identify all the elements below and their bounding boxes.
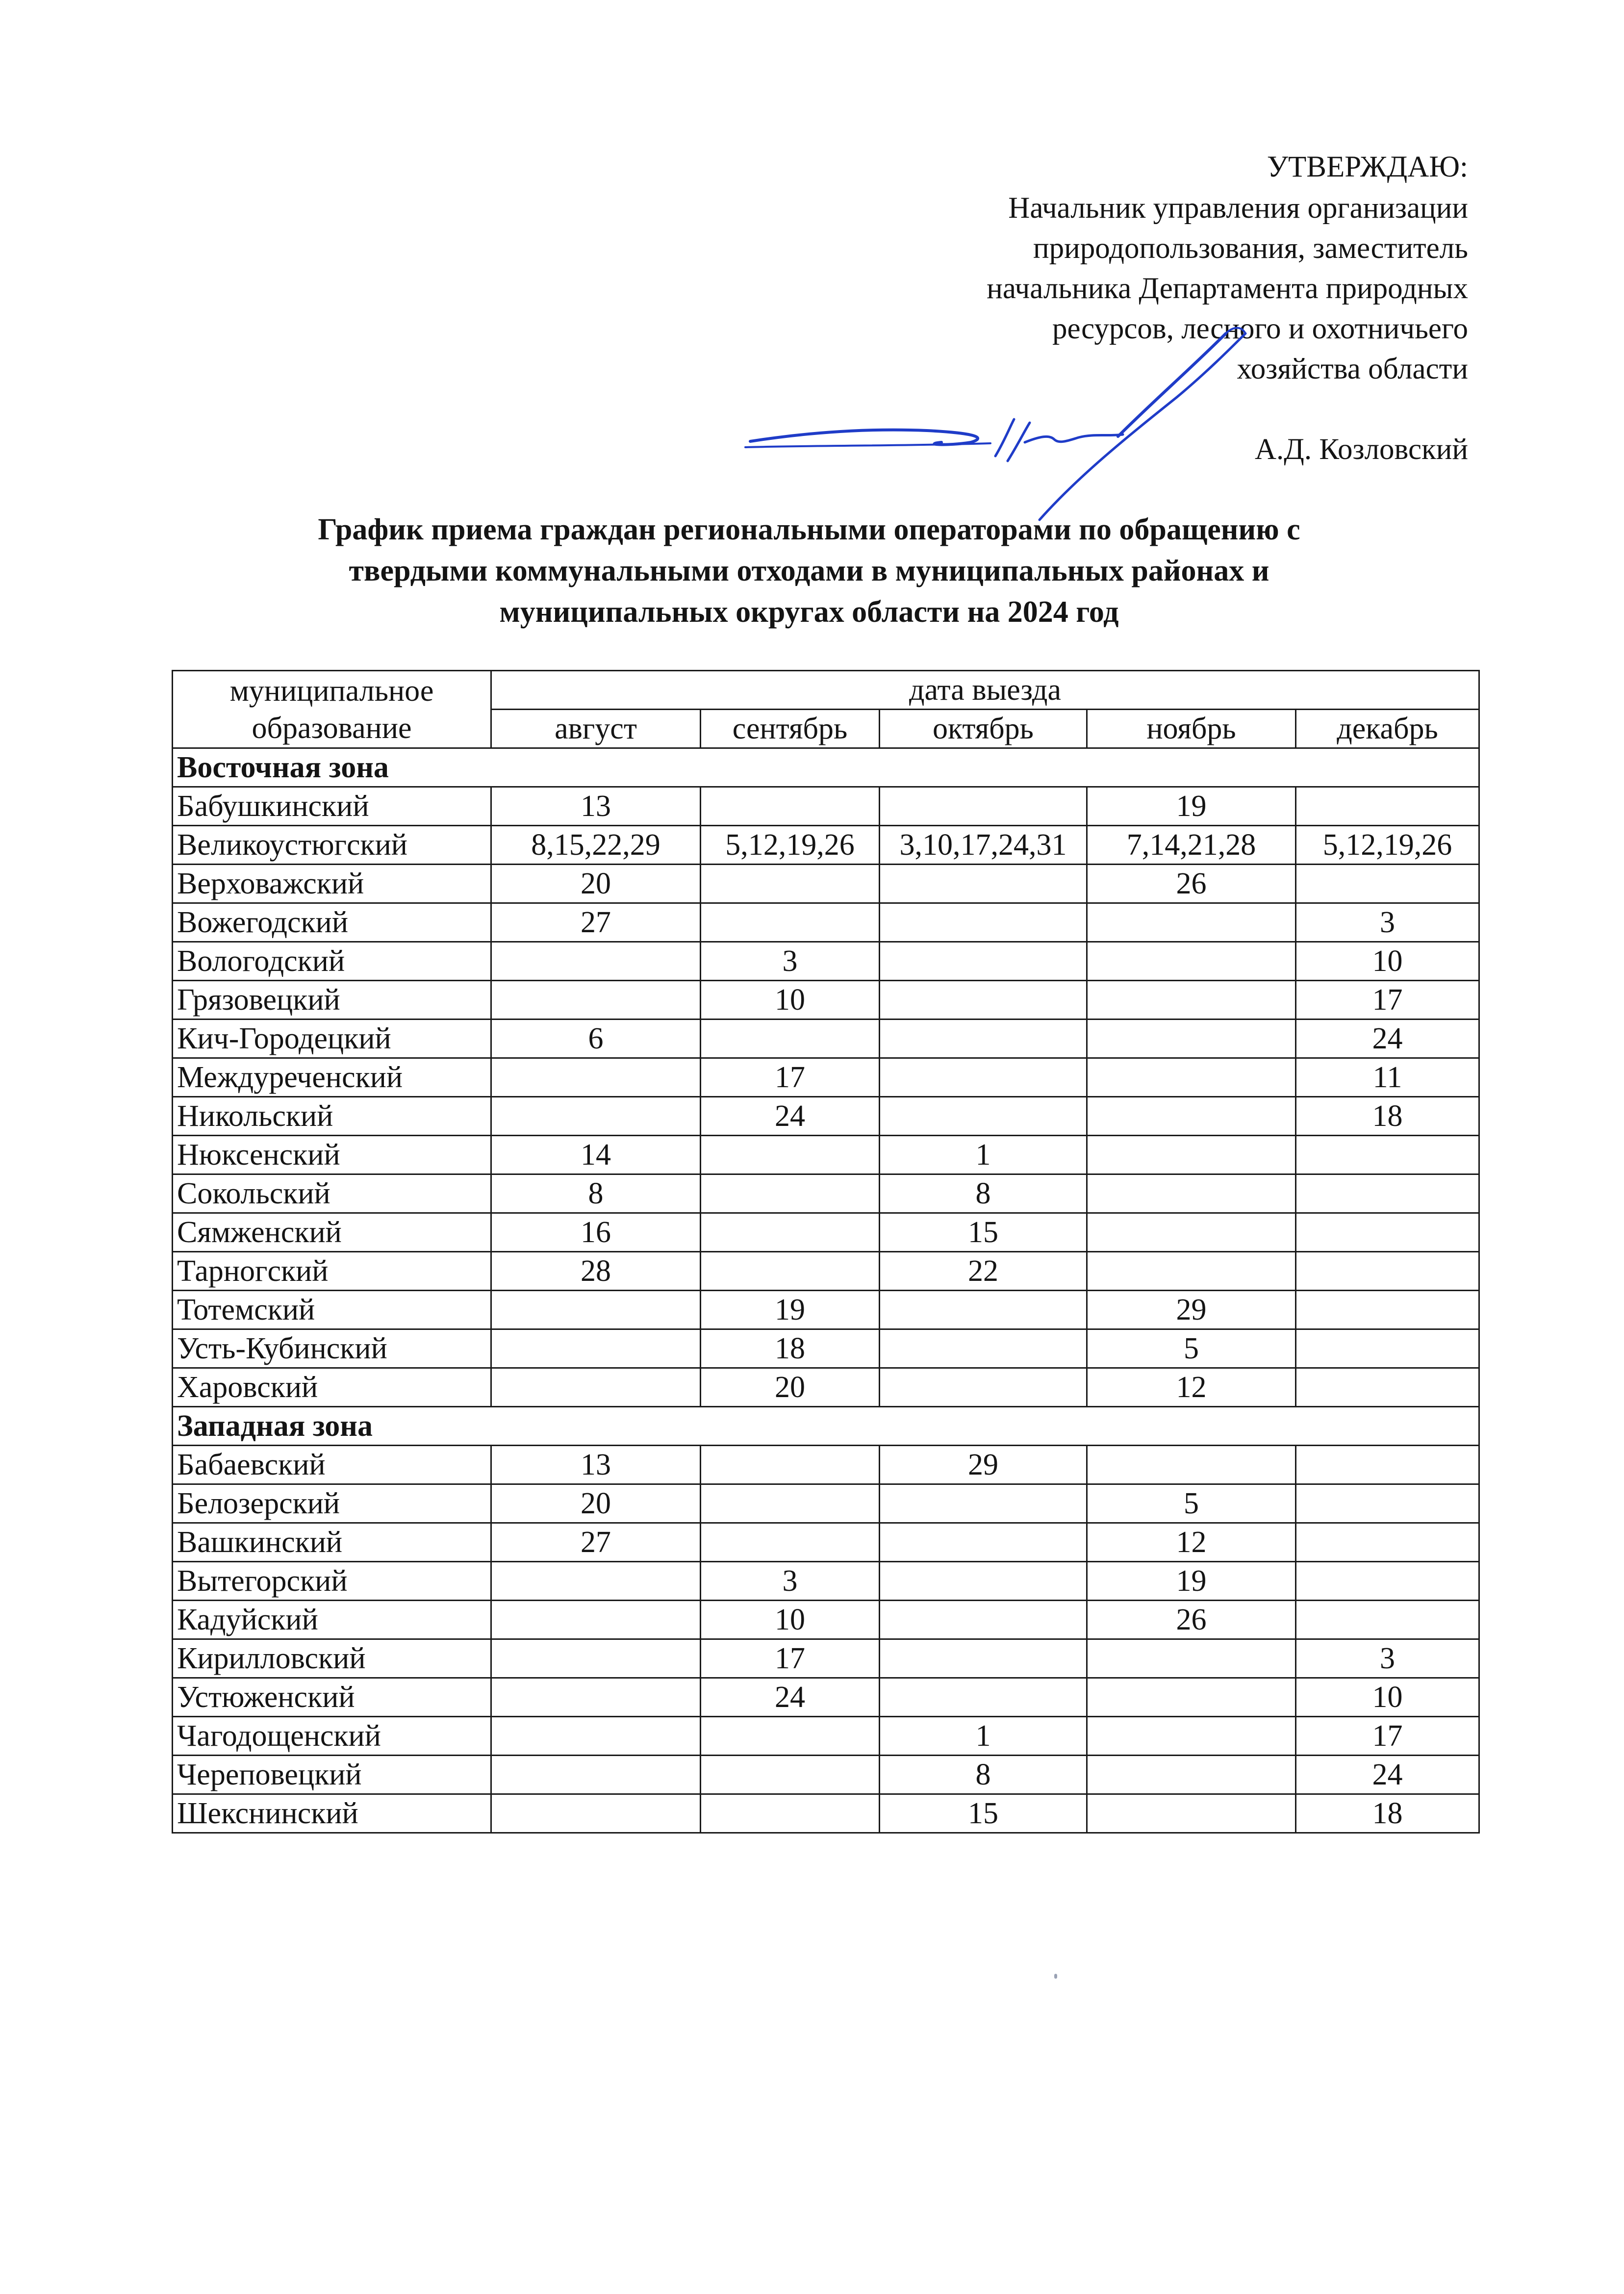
date-cell — [701, 1756, 880, 1794]
date-cell — [1087, 1174, 1296, 1213]
date-cell — [491, 1562, 701, 1601]
date-cell — [1087, 1756, 1296, 1794]
municipality-name: Тотемский — [173, 1291, 491, 1329]
table-row — [173, 787, 1479, 826]
date-cell — [491, 1601, 701, 1639]
approval-heading: УТВЕРЖДАЮ: — [1267, 151, 1468, 183]
date-cell: 18 — [701, 1329, 880, 1368]
date-cell: 13 — [491, 787, 701, 826]
municipality-name: Сокольский — [173, 1174, 491, 1213]
date-cell — [880, 1523, 1087, 1562]
date-cell: 1 — [880, 1136, 1087, 1174]
table-row — [173, 865, 1479, 903]
municipality-name: Вашкинский — [173, 1523, 491, 1562]
title-line: График приема граждан региональными операторами по обращению с — [318, 513, 1300, 546]
date-cell: 8 — [491, 1174, 701, 1213]
date-cell — [1296, 787, 1479, 826]
date-cell — [491, 1058, 701, 1097]
date-cell — [701, 787, 880, 826]
table-row — [173, 1058, 1479, 1097]
date-cell: 17 — [1296, 981, 1479, 1020]
scan-speck — [1054, 1974, 1057, 1979]
date-cell — [1296, 1523, 1479, 1562]
municipality-name: Кич-Городецкий — [173, 1020, 491, 1058]
date-cell — [880, 981, 1087, 1020]
table-row — [173, 1097, 1479, 1136]
municipality-name: Усть-Кубинский — [173, 1329, 491, 1368]
municipality-name: Устюженский — [173, 1678, 491, 1717]
date-cell — [1296, 1562, 1479, 1601]
date-cell: 27 — [491, 903, 701, 942]
date-cell — [880, 1058, 1087, 1097]
date-cell — [701, 865, 880, 903]
date-cell — [1296, 1368, 1479, 1407]
date-cell — [1296, 1329, 1479, 1368]
date-group-header: дата выезда — [491, 671, 1479, 710]
date-cell: 19 — [1087, 1562, 1296, 1601]
table-row — [173, 1291, 1479, 1329]
date-cell: 20 — [491, 865, 701, 903]
municipality-name: Междуреченский — [173, 1058, 491, 1097]
table-row — [173, 1523, 1479, 1562]
table-row — [173, 1446, 1479, 1484]
date-cell: 20 — [491, 1484, 701, 1523]
date-cell — [880, 942, 1087, 981]
municipality-name: Грязовецкий — [173, 981, 491, 1020]
date-cell: 24 — [1296, 1756, 1479, 1794]
table-row — [173, 1794, 1479, 1833]
approval-position-line: ресурсов, лесного и охотничьего — [1052, 312, 1468, 345]
date-cell: 15 — [880, 1213, 1087, 1252]
date-cell — [701, 1174, 880, 1213]
table-row — [173, 1484, 1479, 1523]
date-cell — [491, 1291, 701, 1329]
date-cell: 19 — [701, 1291, 880, 1329]
municipality-name: Бабушкинский — [173, 787, 491, 826]
date-cell: 8 — [880, 1756, 1087, 1794]
date-cell: 3,10,17,24,31 — [880, 826, 1087, 865]
date-cell: 20 — [701, 1368, 880, 1407]
date-cell: 19 — [1087, 787, 1296, 826]
date-cell — [491, 1097, 701, 1136]
table-row — [173, 1020, 1479, 1058]
date-cell: 12 — [1087, 1368, 1296, 1407]
table-row — [173, 981, 1479, 1020]
month-header: октябрь — [880, 710, 1087, 748]
table-row — [173, 1252, 1479, 1291]
table-row — [173, 1368, 1479, 1407]
date-cell — [1087, 1020, 1296, 1058]
date-cell: 24 — [1296, 1020, 1479, 1058]
date-cell — [880, 1484, 1087, 1523]
municipality-name: Вытегорский — [173, 1562, 491, 1601]
date-cell: 24 — [701, 1678, 880, 1717]
date-cell: 15 — [880, 1794, 1087, 1833]
date-cell — [880, 1291, 1087, 1329]
date-cell — [1087, 1794, 1296, 1833]
date-cell: 16 — [491, 1213, 701, 1252]
date-cell — [701, 1020, 880, 1058]
table-row — [173, 903, 1479, 942]
table-header-row — [173, 671, 1479, 710]
date-cell — [880, 1097, 1087, 1136]
date-cell: 8 — [880, 1174, 1087, 1213]
municipality-name: Белозерский — [173, 1484, 491, 1523]
date-cell — [491, 1794, 701, 1833]
municipality-name: Тарногский — [173, 1252, 491, 1291]
date-cell: 17 — [1296, 1717, 1479, 1756]
date-cell — [491, 1368, 701, 1407]
month-header: ноябрь — [1087, 710, 1296, 748]
table-row — [173, 1601, 1479, 1639]
date-cell: 10 — [1296, 942, 1479, 981]
municipality-name: Бабаевский — [173, 1446, 491, 1484]
title-line: твердыми коммунальными отходами в муниципальных районах и — [349, 554, 1269, 587]
date-cell — [1087, 942, 1296, 981]
table-row — [173, 1639, 1479, 1678]
municipality-name: Кадуйский — [173, 1601, 491, 1639]
date-cell — [1296, 1484, 1479, 1523]
date-cell — [1087, 981, 1296, 1020]
date-cell: 3 — [1296, 1639, 1479, 1678]
date-cell — [880, 1601, 1087, 1639]
municipality-name: Чагодощенский — [173, 1717, 491, 1756]
date-cell — [701, 1252, 880, 1291]
date-cell — [880, 1678, 1087, 1717]
date-cell — [701, 1446, 880, 1484]
date-cell — [880, 865, 1087, 903]
table-row — [173, 942, 1479, 981]
zone-heading: Западная зона — [173, 1407, 1479, 1446]
date-cell: 3 — [701, 942, 880, 981]
municipality-name: Сямженский — [173, 1213, 491, 1252]
date-cell — [1296, 1291, 1479, 1329]
date-cell: 27 — [491, 1523, 701, 1562]
date-cell: 5,12,19,26 — [701, 826, 880, 865]
date-cell — [701, 1523, 880, 1562]
municipality-name: Череповецкий — [173, 1756, 491, 1794]
month-header: декабрь — [1296, 710, 1479, 748]
date-cell: 14 — [491, 1136, 701, 1174]
date-cell: 10 — [701, 1601, 880, 1639]
date-cell — [491, 981, 701, 1020]
date-cell — [1296, 1213, 1479, 1252]
zone-row — [173, 748, 1479, 787]
date-cell — [880, 1368, 1087, 1407]
schedule-table — [172, 670, 1480, 1834]
approval-position-line: начальника Департамента природных — [987, 272, 1468, 305]
date-cell — [701, 1794, 880, 1833]
date-cell — [880, 1639, 1087, 1678]
table-row — [173, 1213, 1479, 1252]
municipality-name: Шекснинский — [173, 1794, 491, 1833]
zone-row — [173, 1407, 1479, 1446]
date-cell — [1296, 1446, 1479, 1484]
municipality-name: Вожегодский — [173, 903, 491, 942]
table-row — [173, 1562, 1479, 1601]
date-cell — [701, 1484, 880, 1523]
document-title — [196, 509, 1422, 633]
date-cell — [880, 787, 1087, 826]
date-cell: 13 — [491, 1446, 701, 1484]
date-cell: 5 — [1087, 1329, 1296, 1368]
title-line: муниципальных округах области на 2024 год — [499, 595, 1119, 629]
municipality-name: Нюксенский — [173, 1136, 491, 1174]
date-cell — [491, 1329, 701, 1368]
date-cell — [1087, 1639, 1296, 1678]
date-cell — [880, 903, 1087, 942]
date-cell — [880, 1562, 1087, 1601]
table-row — [173, 1136, 1479, 1174]
date-cell: 12 — [1087, 1523, 1296, 1562]
date-cell: 7,14,21,28 — [1087, 826, 1296, 865]
date-cell: 26 — [1087, 865, 1296, 903]
date-cell — [1296, 1252, 1479, 1291]
date-cell: 10 — [701, 981, 880, 1020]
date-cell: 24 — [701, 1097, 880, 1136]
date-cell: 29 — [880, 1446, 1087, 1484]
approval-signer: А.Д. Козловский — [1254, 433, 1468, 466]
date-cell: 5 — [1087, 1484, 1296, 1523]
date-cell — [491, 1717, 701, 1756]
approval-position-line: Начальник управления организации — [1008, 192, 1468, 225]
municipality-name: Вологодский — [173, 942, 491, 981]
date-cell — [1296, 1136, 1479, 1174]
municipality-name: Верховажский — [173, 865, 491, 903]
date-cell: 3 — [1296, 903, 1479, 942]
date-cell: 1 — [880, 1717, 1087, 1756]
date-cell — [491, 1678, 701, 1717]
date-cell: 8,15,22,29 — [491, 826, 701, 865]
date-cell — [701, 1136, 880, 1174]
date-cell — [1087, 1097, 1296, 1136]
approval-position-line: хозяйства области — [1237, 353, 1468, 385]
date-cell: 11 — [1296, 1058, 1479, 1097]
date-cell: 6 — [491, 1020, 701, 1058]
municipality-name: Великоустюгский — [173, 826, 491, 865]
date-cell — [701, 1213, 880, 1252]
date-cell — [1296, 1174, 1479, 1213]
municipality-name: Харовский — [173, 1368, 491, 1407]
schedule-body — [173, 748, 1479, 1833]
date-cell — [1087, 1213, 1296, 1252]
date-cell — [1087, 1252, 1296, 1291]
date-cell — [1296, 1601, 1479, 1639]
date-cell — [1087, 1446, 1296, 1484]
approval-position-line: природопользования, заместитель — [1033, 232, 1468, 265]
month-header: сентябрь — [701, 710, 880, 748]
municipality-name: Никольский — [173, 1097, 491, 1136]
table-row — [173, 1174, 1479, 1213]
date-cell — [880, 1020, 1087, 1058]
date-cell — [1087, 903, 1296, 942]
municipality-name: Кирилловский — [173, 1639, 491, 1678]
date-cell: 5,12,19,26 — [1296, 826, 1479, 865]
date-cell: 18 — [1296, 1794, 1479, 1833]
date-cell: 28 — [491, 1252, 701, 1291]
date-cell — [491, 942, 701, 981]
month-header: август — [491, 710, 701, 748]
table-row — [173, 1756, 1479, 1794]
zone-heading: Восточная зона — [173, 748, 1479, 787]
date-cell: 10 — [1296, 1678, 1479, 1717]
date-cell: 22 — [880, 1252, 1087, 1291]
date-cell: 29 — [1087, 1291, 1296, 1329]
date-cell: 17 — [701, 1058, 880, 1097]
date-cell — [491, 1756, 701, 1794]
date-cell — [1087, 1136, 1296, 1174]
date-cell: 26 — [1087, 1601, 1296, 1639]
date-cell — [880, 1329, 1087, 1368]
date-cell: 17 — [701, 1639, 880, 1678]
table-row — [173, 1329, 1479, 1368]
date-cell — [1087, 1717, 1296, 1756]
table-row — [173, 1678, 1479, 1717]
table-row — [173, 826, 1479, 865]
date-cell — [701, 903, 880, 942]
date-cell — [1296, 865, 1479, 903]
municipality-column-header: муниципальное образование — [173, 671, 491, 748]
date-cell: 3 — [701, 1562, 880, 1601]
date-cell — [1087, 1678, 1296, 1717]
date-cell — [1087, 1058, 1296, 1097]
date-cell: 18 — [1296, 1097, 1479, 1136]
date-cell — [701, 1717, 880, 1756]
table-row — [173, 1717, 1479, 1756]
date-cell — [491, 1639, 701, 1678]
